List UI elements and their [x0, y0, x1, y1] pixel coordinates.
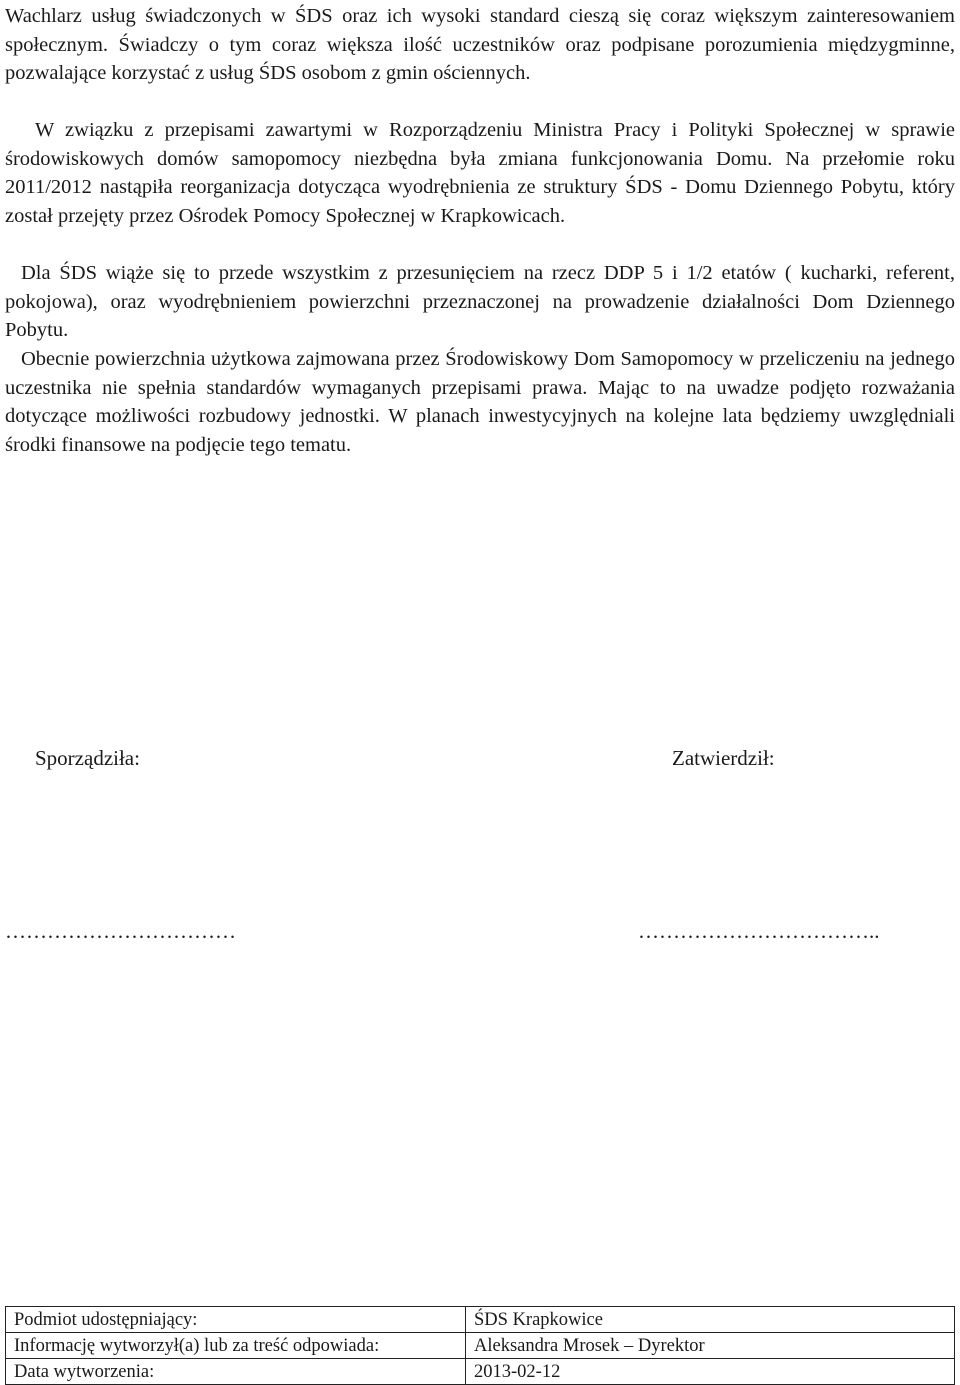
approved-signature-line: ……………………………..	[638, 919, 880, 943]
table-row	[6, 1307, 955, 1333]
table-row	[6, 1359, 955, 1385]
info-label: Data wytworzenia:	[6, 1359, 466, 1385]
approved-by-label: Zatwierdził:	[672, 746, 775, 770]
info-value: 2013-02-12	[466, 1359, 955, 1385]
paragraph-regulation: W związku z przepisami zawartymi w Rozporządzeniu Ministra Pracy i Polityki Społecznej w sprawie środowiskowych domów samopomocy niezbędna była zmiana funkcjonowania Domu. Na przełomie roku 2011/2012 nastąpiła reorganizacja dotycząca wyodrębnienia ze struktury ŚDS - Domu Dziennego Pobytu, który został przejęty przez Ośrodek Pomocy Społecznej w Krapkowicach.	[5, 119, 955, 227]
table-row	[6, 1333, 955, 1359]
info-label: Podmiot udostępniający:	[6, 1307, 466, 1333]
paragraph-ddp-transfer: Dla ŚDS wiąże się to przede wszystkim z przesunięciem na rzecz DDP 5 i 1/2 etatów ( kucharki, referent, pokojowa), oraz wyodrębnieniem powierzchni przeznaczonej na prowadzenie działalności Dom Dziennego Pobytu.	[5, 262, 955, 342]
info-label: Informację wytworzył(a) lub za treść odpowiada:	[6, 1333, 466, 1359]
paragraph-services: Wachlarz usług świadczonych w ŚDS oraz ich wysoki standard cieszą się coraz większym zainteresowaniem społecznym. Świadczy o tym coraz większa ilość uczestników oraz podpisane porozumienia międzygminne, pozwalające korzystać z usług ŚDS osobom z gmin ościennych.	[5, 5, 955, 85]
paragraph-floor-space: Obecnie powierzchnia użytkowa zajmowana przez Środowiskowy Dom Samopomocy w przeliczeniu na jednego uczestnika nie spełnia standardów wymaganych przepisami prawa. Mając to na uwadze podjęto rozważania dotyczące możliwości rozbudowy jednostki. W planach inwestycyjnych na kolejne lata będziemy uwzględniali środki finansowe na podjęcie tego tematu.	[5, 348, 955, 456]
info-value: ŚDS Krapkowice	[466, 1307, 955, 1333]
info-value: Aleksandra Mrosek – Dyrektor	[466, 1333, 955, 1359]
document-info-table	[5, 1306, 955, 1385]
prepared-by-label: Sporządziła:	[35, 746, 140, 770]
prepared-signature-line: ……………………………	[5, 919, 236, 943]
